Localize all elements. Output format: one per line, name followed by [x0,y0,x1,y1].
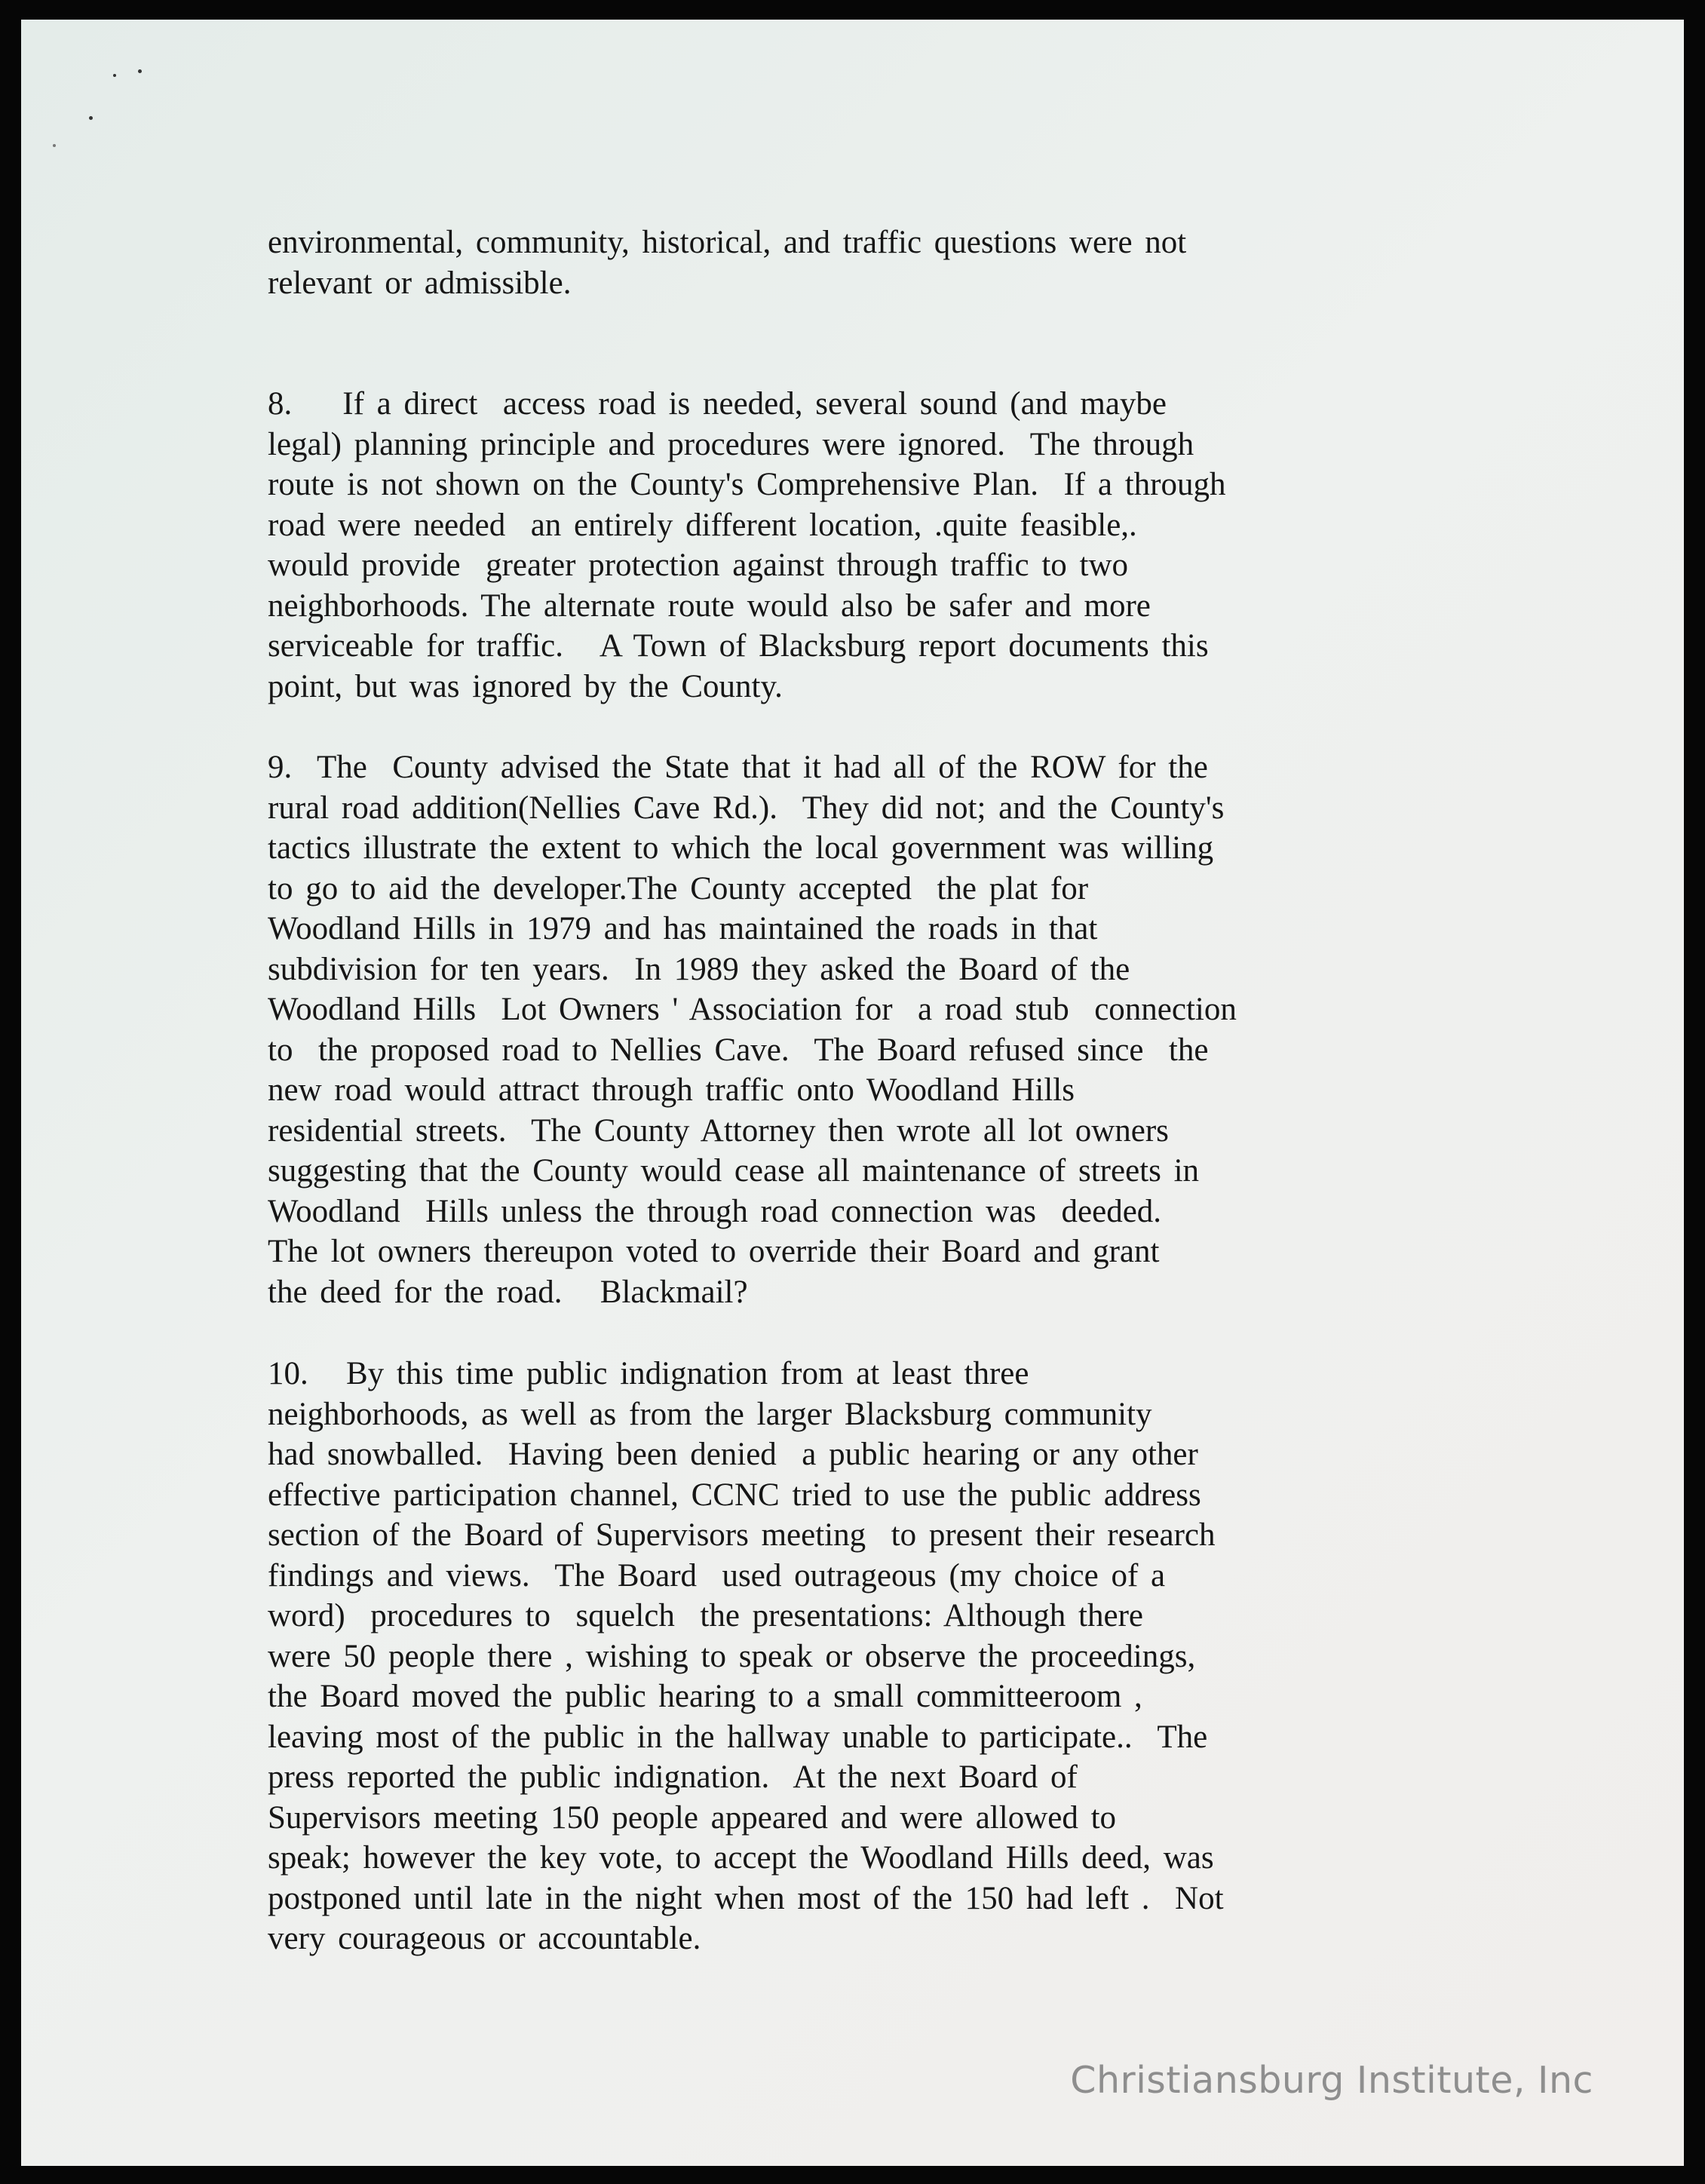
scan-speck [89,116,93,120]
text-line: new road would attract through traffic onto Woodland Hills [268,1072,1075,1108]
text-line: 10. By this time public indignation from at least three [268,1356,1029,1391]
text-line: serviceable for traffic. A Town of Blacksburg report documents this [268,628,1209,664]
text-line: to the proposed road to Nellies Cave. The Board refused since the [268,1032,1209,1068]
text-line: relevant or admissible. [268,265,572,301]
text-line: suggesting that the County would cease all maintenance of streets in [268,1153,1200,1189]
text-line: legal) planning principle and procedures were ignored. The through [268,426,1194,462]
watermark: Christiansburg Institute, Inc [1070,2059,1593,2102]
paragraph-item-9 [268,747,1504,1312]
text-line: effective participation channel, CCNC tried to use the public address [268,1477,1201,1513]
text-line: neighborhoods. The alternate route would also be safer and more [268,587,1151,624]
text-line: word) procedures to squelch the presentations: Although there [268,1598,1143,1633]
text-line: road were needed an entirely different location, .quite feasible,. [268,507,1137,543]
text-line: the Board moved the public hearing to a small committeeroom , [268,1679,1142,1714]
text-line: very courageous or accountable. [268,1921,701,1956]
text-line: findings and views. The Board used outrageous (my choice of a [268,1557,1166,1594]
text-line: postponed until late in the night when most of the 150 had left . Not [268,1880,1224,1916]
text-line: would provide greater protection against through traffic to two [268,548,1129,583]
text-line: subdivision for ten years. In 1989 they asked the Board of the [268,951,1130,987]
text-line: residential streets. The County Attorney then wrote all lot owners [268,1112,1169,1149]
text-line: Woodland Hills in 1979 and has maintained the roads in that [268,911,1098,946]
text-line: Woodland Hills Lot Owners ' Association for a road stub connection [268,992,1237,1027]
text-line: 8. If a direct access road is needed, several sound (and maybe [268,386,1167,422]
text-line: route is not shown on the County's Comprehensive Plan. If a through [268,467,1226,502]
text-line: point, but was ignored by the County. [268,668,783,704]
text-line: rural road addition(Nellies Cave Rd.). They did not; and the County's [268,790,1225,826]
text-line: press reported the public indignation. At the next Board of [268,1759,1078,1795]
scan-speck [113,74,116,77]
text-line: leaving most of the public in the hallway unable to participate.. The [268,1719,1208,1755]
text-line: neighborhoods, as well as from the larger Blacksburg community [268,1396,1152,1432]
text-line: Supervisors meeting 150 people appeared and were allowed to [268,1799,1117,1836]
text-line: speak; however the key vote, to accept the Woodland Hills deed, was [268,1840,1214,1876]
text-line: 9. The County advised the State that it had all of the ROW for the [268,750,1208,785]
text-line: to go to aid the developer.The County accepted the plat for [268,870,1089,906]
text-line: Woodland Hills unless the through road connection was deeded. [268,1193,1162,1229]
document-page [21,20,1684,2166]
paragraph-item-10 [268,1354,1504,1959]
paragraph-item-8 [268,384,1504,707]
text-line: section of the Board of Supervisors meeting to present their research [268,1517,1216,1553]
text-line: tactics illustrate the extent to which the local government was willing [268,830,1214,866]
text-line: the deed for the road. Blackmail? [268,1274,748,1310]
paragraph-continuation [268,222,1504,303]
scan-speck [138,69,142,73]
text-line: environmental, community, historical, and traffic questions were not [268,225,1187,260]
text-line: were 50 people there , wishing to speak or observe the proceedings, [268,1638,1196,1674]
scan-speck [53,144,56,147]
text-line: had snowballed. Having been denied a public hearing or any other [268,1437,1198,1472]
text-line: The lot owners thereupon voted to override their Board and grant [268,1234,1160,1269]
